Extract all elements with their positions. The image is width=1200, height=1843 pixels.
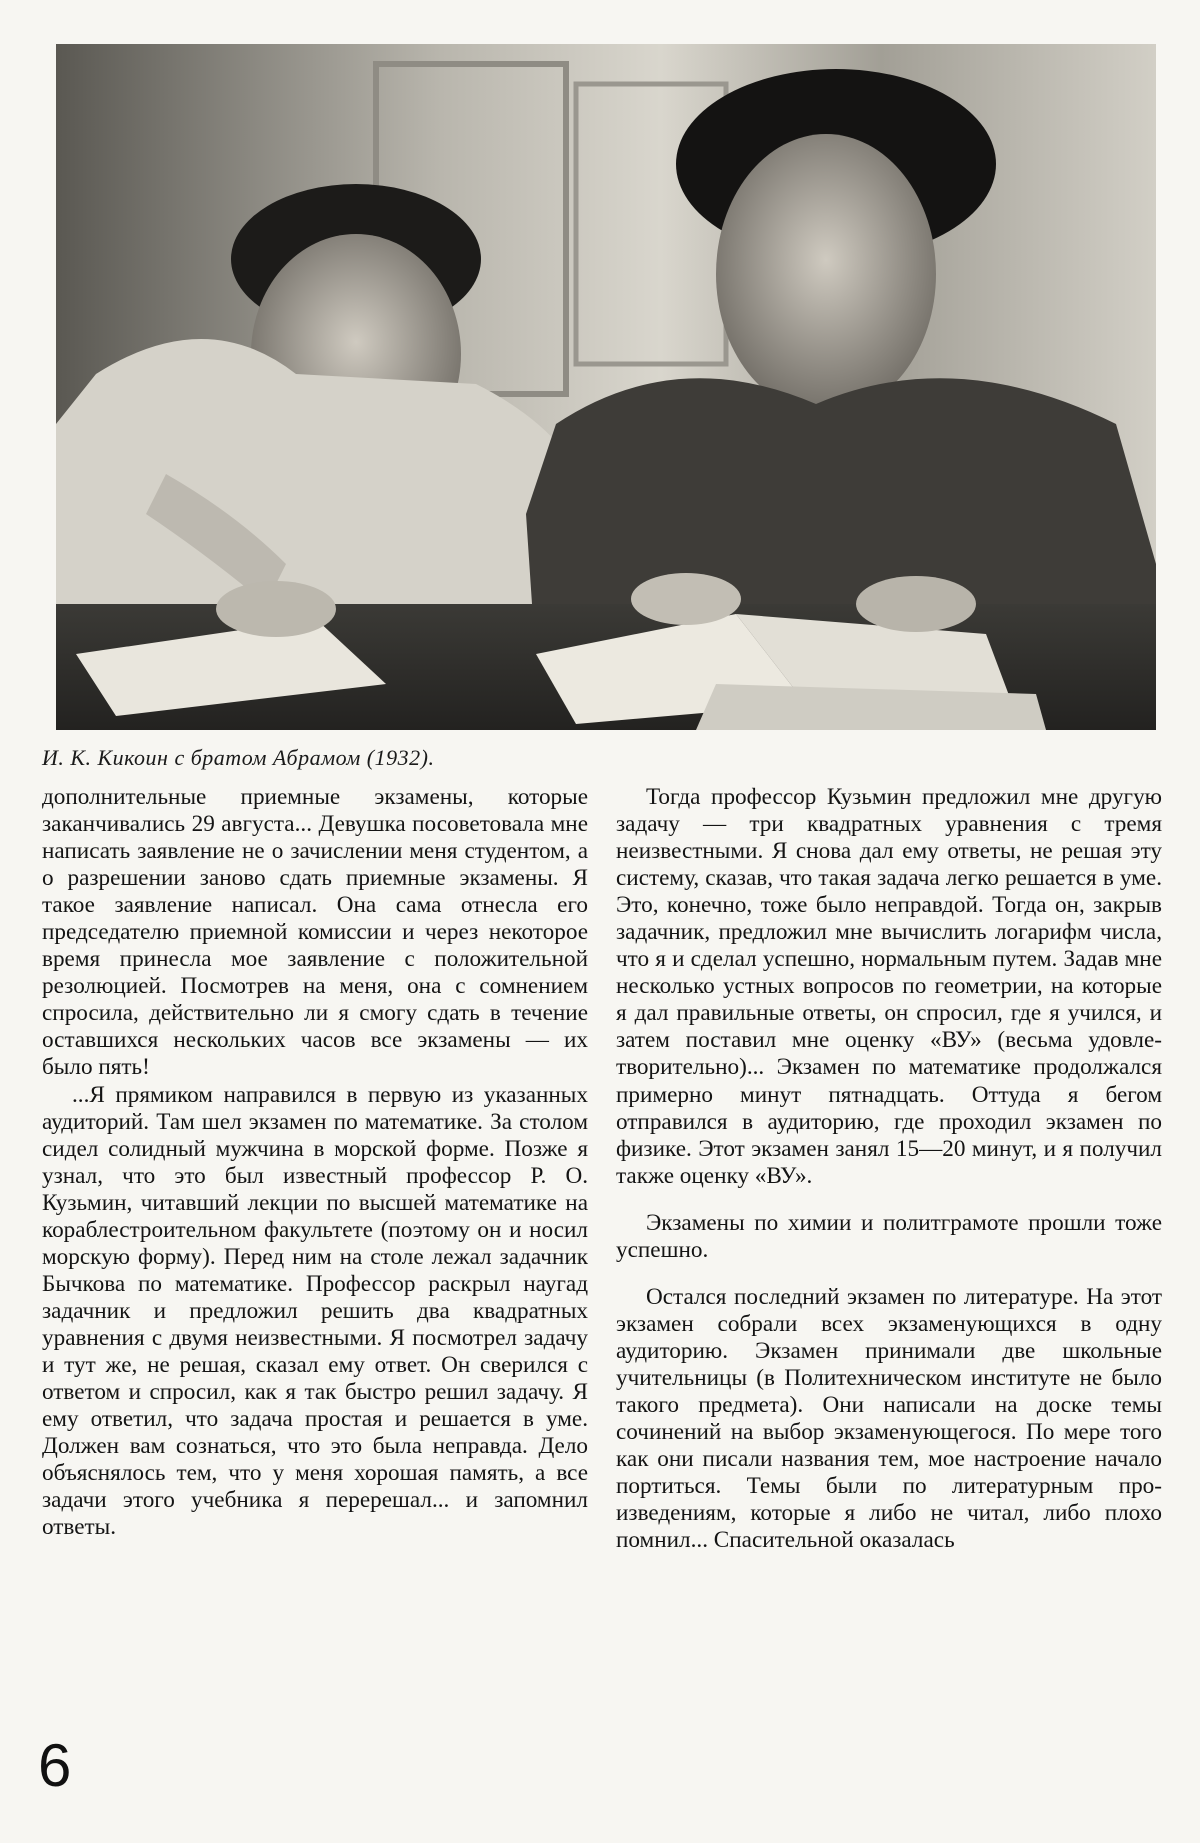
right-column <box>616 784 1162 1554</box>
photo-figure <box>56 44 1156 730</box>
page-number: 6 <box>38 1732 72 1799</box>
figure-caption: И. К. Кикоин с братом Абрамом (1932). <box>42 745 435 770</box>
paragraph: дополнительные приемные экзамены, которые заканчивались 29 августа... Девушка посоветовала мне написать заявление не о зачислении меня студентом, а о разрешении заново сдать приемные экзамены. Я такое заявление написал. Она сама отнесла его председателю приемной комиссии и через некоторое время принесла мое заявление с положительной резолюцией. Посмотрев на меня, она с сомнением спросила, действительно ли я смогу сдать в течение оставшихся нескольких часов все экзамены — их было пять! <box>42 784 588 1081</box>
photo-two-men-writing-icon <box>56 44 1156 730</box>
paragraph: Остался последний экзамен по литературе. На этот экзамен собрали всех экзаменующихся в одну аудиторию. Экзамен принимали две школьные учительницы (в Политехническом институте не было такого предмета). Они написали на доске темы сочинений на выбор экзаменующегося. По мере того как они писали названия тем, мое настроение начало портиться. Темы были по литературным произведениям, которые я либо не читал, либо плохо помнил... Спасительной оказалась <box>616 1283 1162 1554</box>
paragraph: Экзамены по химии и политграмоте прошли тоже успешно. <box>616 1209 1162 1263</box>
paragraph: Тогда профессор Кузьмин предложил мне другую задачу — три квадратных уравнения с тремя неизвестными. Я снова дал ему ответы, не решая эту систему, сказав, что такая задача легко решается в уме. Это, конечно, тоже было неправдой. Тогда он, закрыв задачник, предложил мне вычислить логарифм числа, что я и сделал успешно, нормальным путем. Задав мне несколько устных вопросов по геометрии, на которые я дал правильные ответы, он спросил, где я учился, и затем поставил мне оценку «ВУ» (весьма удовлетворительно)... Экзамен по математике продолжался примерно минут пятнадцать. Оттуда я бегом отправился в аудиторию, где проходил экзамен по физике. Этот экзамен занял 15—20 минут, и я получил также оценку «ВУ». <box>616 784 1162 1189</box>
left-column <box>42 784 588 1541</box>
paragraph: ...Я прямиком направился в первую из указанных аудиторий. Там шел экзамен по математике. За столом сидел солидный мужчина в морской форме. Позже я узнал, что это был известный профессор Р. О. Кузьмин, читавший лекции по высшей математике на кораблестроительном факультете (поэтому он и носил морскую форму). Перед ним на столе лежал задачник Бычкова по математике. Профессор раскрыл наугад задачник и предложил решить два квадратных уравнения с двумя неизвестными. Я посмотрел задачу и тут же, не решая, сказал ему ответ. Он сверился с ответом и спросил, как я так быстро решил задачу. Я ему ответил, что задача простая и решается в уме. Должен вам сознаться, что это была неправда. Дело объяснялось тем, что у меня хорошая память, а все задачи этого учебника я перерешал... и запомнил ответы. <box>42 1081 588 1541</box>
